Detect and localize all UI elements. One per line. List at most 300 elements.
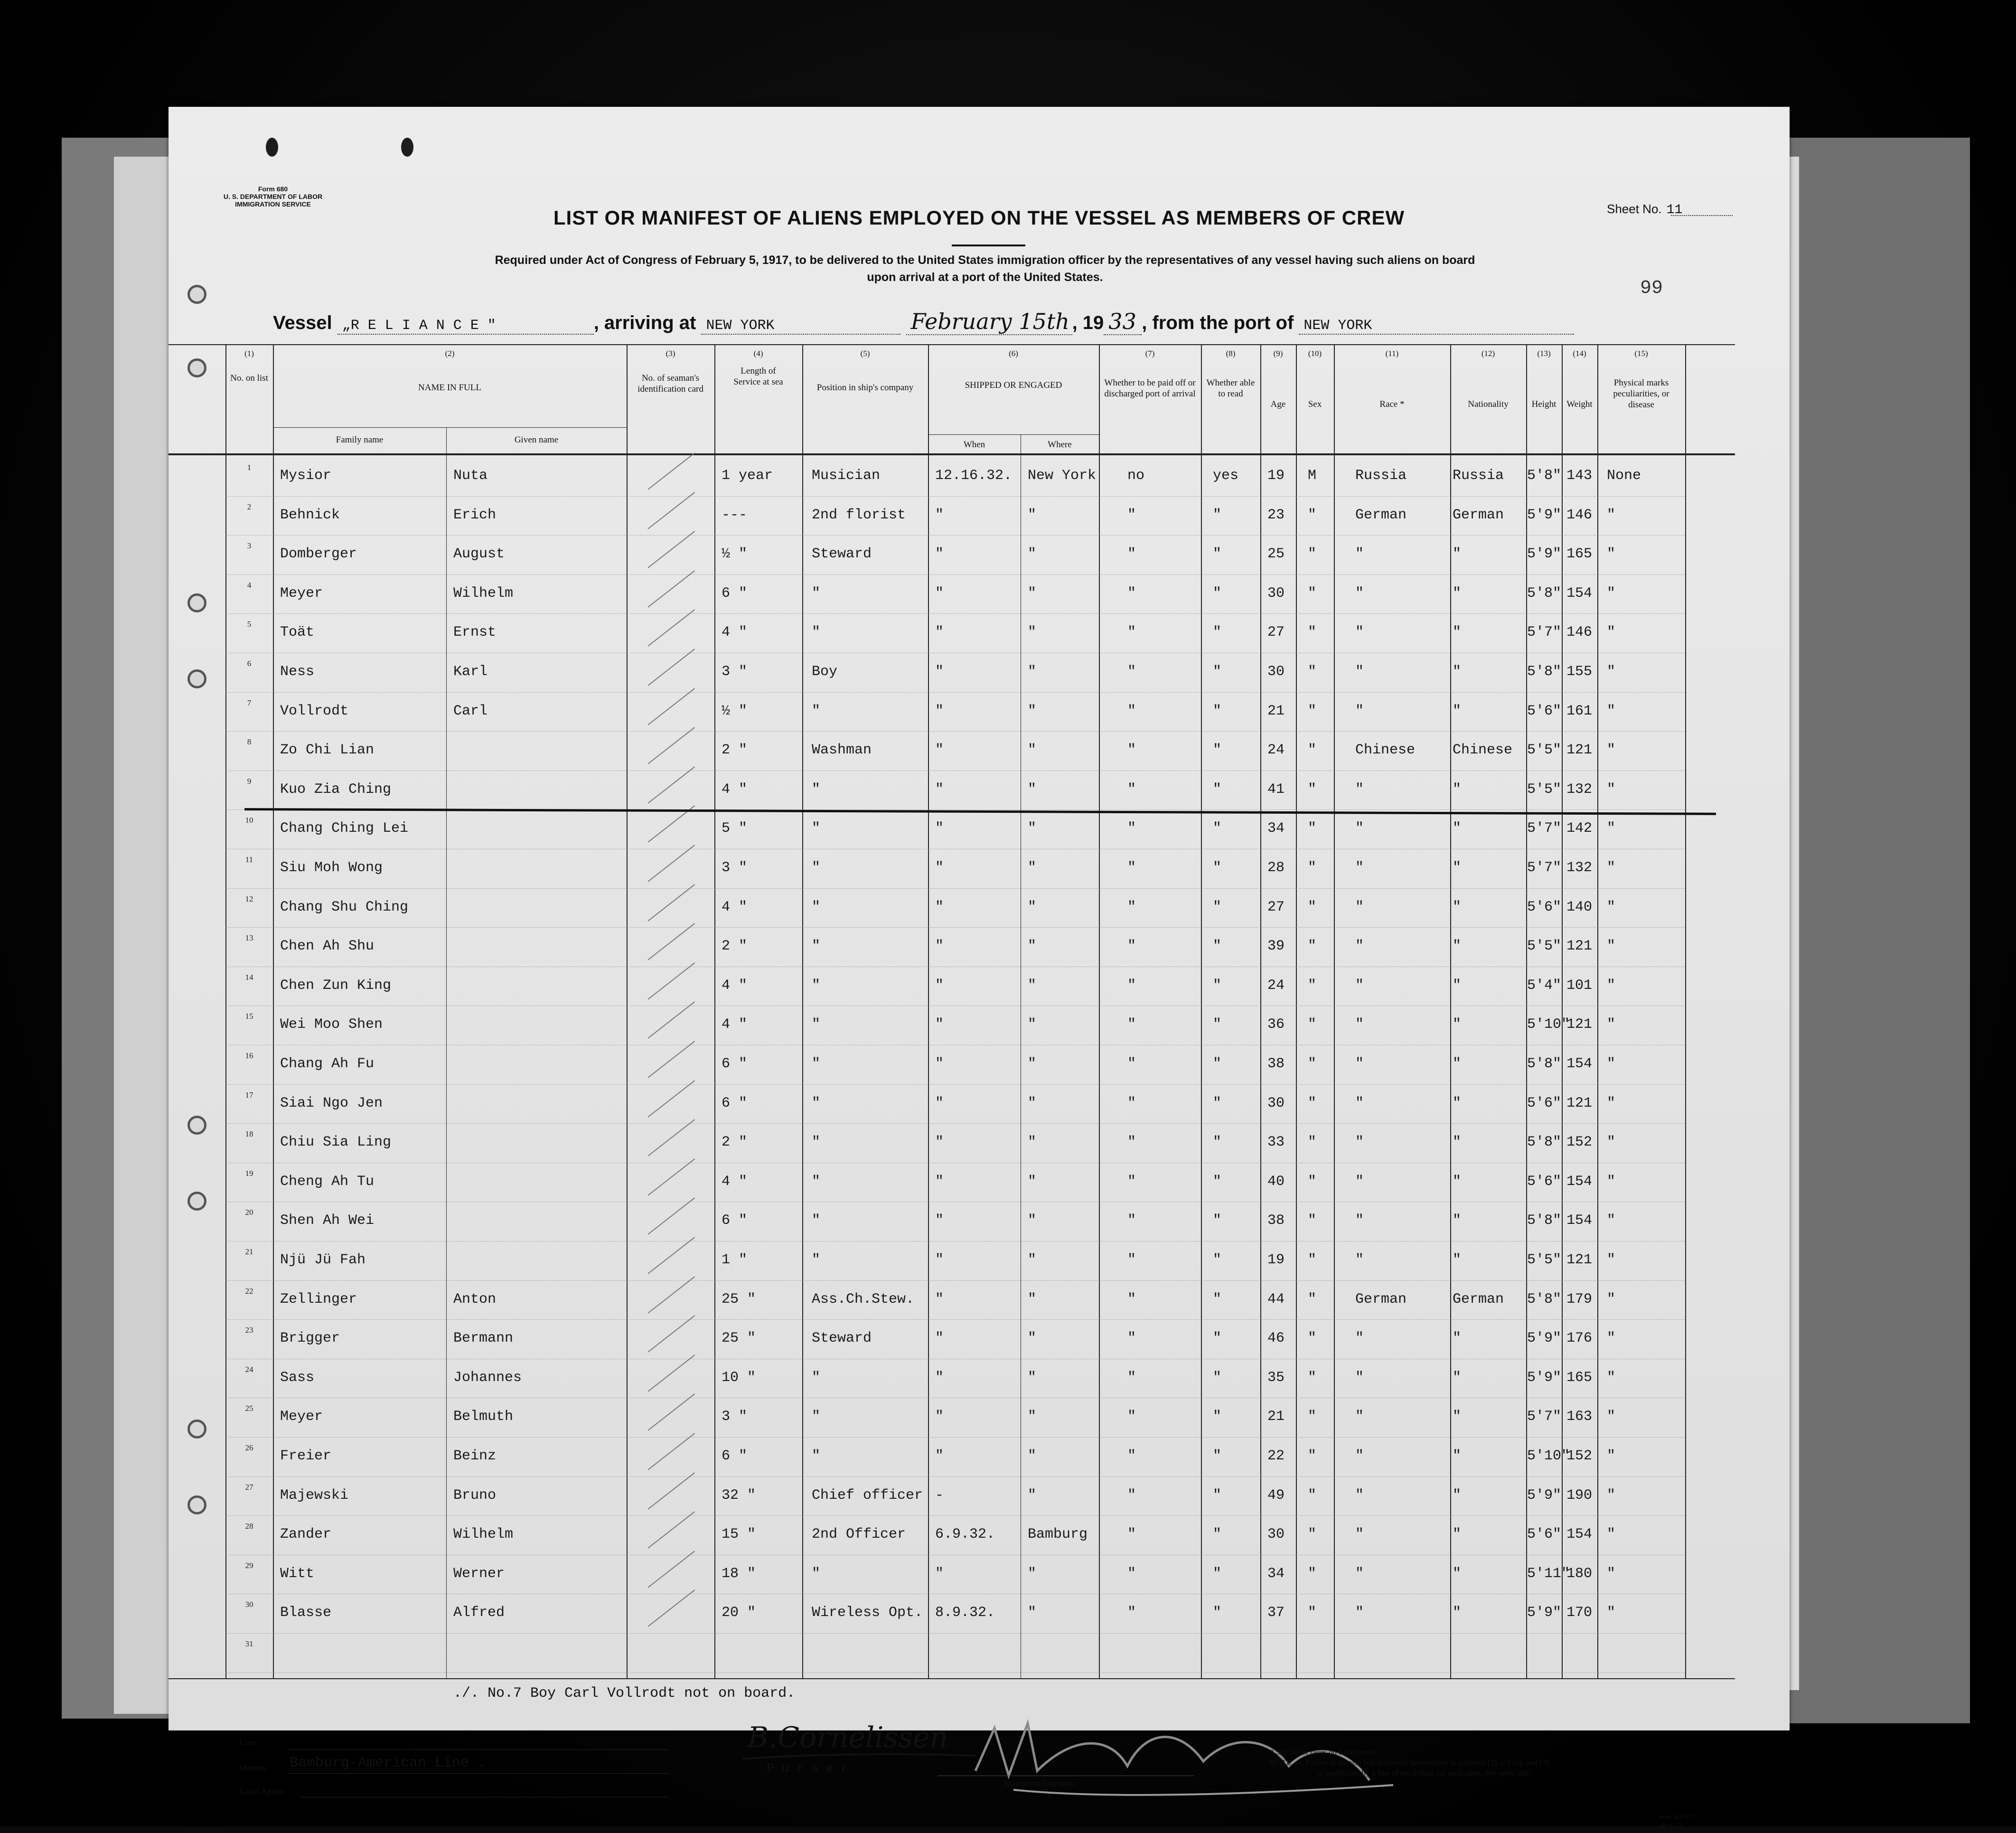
nationality: " (1453, 1565, 1462, 1582)
col-border (1562, 344, 1563, 1678)
col-13-number: (13) (1537, 349, 1551, 358)
col-border (273, 344, 274, 1678)
col-border (1099, 344, 1100, 1678)
id-card-check-mark (647, 923, 695, 960)
sex: " (1308, 1173, 1317, 1190)
position: Boy (812, 664, 838, 680)
paid-off: " (1127, 1526, 1136, 1543)
punch-hole (266, 138, 278, 157)
row-number: 31 (245, 1639, 253, 1648)
race: " (1355, 1016, 1364, 1033)
family-name: Chiu Sia Ling (280, 1134, 392, 1151)
age: 36 (1267, 1016, 1285, 1033)
height: 5'7" (1527, 860, 1562, 876)
able-to-read: " (1213, 703, 1222, 719)
age: 34 (1267, 820, 1285, 837)
weight: 176 (1566, 1330, 1593, 1347)
able-to-read: " (1213, 1134, 1222, 1151)
family-name: Behnick (280, 507, 340, 523)
age: 30 (1267, 1526, 1285, 1543)
paid-off: " (1127, 624, 1136, 641)
shipped-when: 12.16.32. (935, 468, 1013, 484)
age: 35 (1267, 1369, 1285, 1386)
sex: " (1308, 1056, 1317, 1072)
height: 5'9" (1527, 1487, 1562, 1504)
row-number: 25 (245, 1404, 253, 1413)
shipped-when: " (935, 1173, 944, 1190)
form-number: Form 680 (258, 185, 288, 193)
family-name: Chen Ah Shu (280, 938, 375, 955)
paid-off: " (1127, 1330, 1136, 1347)
sex: " (1308, 546, 1317, 563)
length-of-service: 1 year (722, 468, 773, 484)
shipped-when: " (935, 1448, 944, 1464)
paid-off: " (1127, 1134, 1136, 1151)
position: Chief officer (812, 1487, 923, 1504)
able-to-read: " (1213, 1173, 1222, 1190)
given-name: Ernst (453, 624, 497, 641)
shipped-when: " (935, 1134, 944, 1151)
height: 5'9" (1527, 1369, 1562, 1386)
col-border (1201, 344, 1202, 1678)
nationality: " (1453, 624, 1462, 641)
sex: " (1308, 781, 1317, 798)
sex: " (1308, 860, 1317, 876)
height: 5'7" (1527, 820, 1562, 837)
family-name: Chang Ah Fu (280, 1056, 375, 1072)
weight: 140 (1566, 899, 1593, 915)
physical-marks: " (1607, 938, 1616, 955)
manifest-table (169, 344, 1790, 1678)
shipped-when: " (935, 507, 944, 523)
given-name: Johannes (453, 1369, 522, 1386)
family-name: Majewski (280, 1487, 349, 1504)
printer-mark: H8 kak 31 1d (188, 1825, 224, 1833)
nationality: " (1453, 664, 1462, 680)
sex: " (1308, 742, 1317, 759)
paid-off: " (1127, 546, 1136, 563)
family-name: Meyer (280, 585, 323, 602)
height: 5'4" (1527, 977, 1562, 994)
family-name: Kuo Zia Ching (280, 781, 392, 798)
year-prefix: , 19 (1072, 312, 1104, 333)
race: " (1355, 1056, 1364, 1072)
race: " (1355, 1330, 1364, 1347)
able-to-read: " (1213, 1605, 1222, 1621)
given-name: Karl (453, 664, 488, 680)
shipped-when: " (935, 1409, 944, 1425)
col-4-header: Length of Service at sea (733, 366, 783, 387)
age: 21 (1267, 703, 1285, 719)
col-6a-header: When (963, 440, 985, 450)
physical-marks: " (1607, 1448, 1616, 1464)
line-underline (290, 1749, 669, 1750)
physical-marks: " (1607, 1565, 1616, 1582)
height: 5'10" (1527, 1016, 1570, 1033)
id-card-check-mark (647, 531, 695, 568)
physical-marks: " (1607, 1134, 1616, 1151)
row-divider (225, 1633, 1685, 1634)
footnote-fine: is punishable by a fine of ten dollars for each alien. See other side. (1317, 1768, 1532, 1777)
shipped-when: " (935, 742, 944, 759)
col-12-header: Nationality (1468, 399, 1509, 409)
sex: " (1308, 664, 1317, 680)
weight: 121 (1566, 1252, 1593, 1268)
race: " (1355, 703, 1364, 719)
able-to-read: " (1213, 1369, 1222, 1386)
family-name: Zellinger (280, 1291, 357, 1307)
col-9-header: Age (1270, 399, 1286, 409)
vessel-label: Vessel (273, 312, 332, 333)
col-10-number: (10) (1308, 349, 1322, 358)
age: 33 (1267, 1134, 1285, 1151)
row-number: 3 (247, 541, 252, 551)
col-13-header: Height (1531, 399, 1557, 409)
length-of-service: 6 " (722, 1056, 748, 1072)
shipped-where: " (1028, 1173, 1037, 1190)
height: 5'8" (1527, 585, 1562, 602)
able-to-read: " (1213, 546, 1222, 563)
height: 5'8" (1527, 664, 1562, 680)
length-of-service: 4 " (722, 781, 748, 798)
vessel-name: „R E L I A N C E " (338, 318, 594, 335)
id-card-check-mark (647, 1119, 695, 1156)
row-number: 10 (245, 816, 253, 825)
paid-off: " (1127, 1213, 1136, 1229)
nationality: " (1453, 703, 1462, 719)
col-border (928, 344, 929, 1678)
height: 5'5" (1527, 742, 1562, 759)
length-of-service: 32 " (722, 1487, 756, 1504)
able-to-read: " (1213, 507, 1222, 523)
physical-marks: " (1607, 507, 1616, 523)
department-name: U. S. DEPARTMENT OF LABOR (223, 193, 323, 200)
able-to-read: " (1213, 820, 1222, 837)
page-subtitle (368, 252, 1602, 286)
col-3-number: (3) (666, 349, 675, 358)
col-border (627, 344, 628, 1678)
nationality: " (1453, 1095, 1462, 1111)
shipped-where: " (1028, 1448, 1037, 1464)
row-divider (225, 1476, 1685, 1477)
height: 5'6" (1527, 1095, 1562, 1111)
row-divider (225, 1515, 1685, 1516)
row-divider (225, 574, 1685, 575)
race: " (1355, 1409, 1364, 1425)
id-card-check-mark (647, 727, 695, 764)
age: 34 (1267, 1565, 1285, 1582)
position: " (812, 899, 821, 915)
shipped-where: " (1028, 1095, 1037, 1111)
physical-marks: " (1607, 860, 1616, 876)
physical-marks: " (1607, 977, 1616, 994)
able-to-read: " (1213, 1291, 1222, 1307)
weight: 132 (1566, 860, 1593, 876)
sex: " (1308, 1016, 1317, 1033)
able-to-read: " (1213, 742, 1222, 759)
weight: 101 (1566, 977, 1593, 994)
age: 38 (1267, 1213, 1285, 1229)
able-to-read: " (1213, 1095, 1222, 1111)
col-2-header: NAME IN FULL (418, 383, 481, 393)
position: " (812, 1095, 821, 1111)
sex: " (1308, 1409, 1317, 1425)
physical-marks: " (1607, 1369, 1616, 1386)
col-3-header: No. of seaman's identification card (638, 373, 703, 394)
col-6b-header: Where (1048, 440, 1072, 450)
paid-off: " (1127, 1605, 1136, 1621)
weight: 180 (1566, 1565, 1593, 1582)
owners-underline (290, 1773, 669, 1774)
position: " (812, 1056, 821, 1072)
able-to-read: " (1213, 585, 1222, 602)
race: " (1355, 1369, 1364, 1386)
shipped-where: " (1028, 742, 1037, 759)
id-card-check-mark (647, 570, 695, 608)
col-5-number: (5) (860, 349, 870, 358)
shipped-when: " (935, 1565, 944, 1582)
col-2-number: (2) (445, 349, 455, 358)
race: " (1355, 1448, 1364, 1464)
purser-title: P u r s e r (767, 1761, 848, 1776)
height: 5'8" (1527, 1056, 1562, 1072)
punch-hole (401, 138, 413, 157)
id-card-check-mark (647, 1080, 695, 1118)
id-card-check-mark (647, 1394, 695, 1431)
physical-marks: " (1607, 1487, 1616, 1504)
shipped-when: - (935, 1487, 944, 1504)
family-name: Freier (280, 1448, 332, 1464)
family-name: Zo Chi Lian (280, 742, 375, 759)
col-border (1334, 344, 1335, 1678)
col-border (446, 427, 447, 1678)
height: 5'11" (1527, 1565, 1570, 1582)
length-of-service: 18 " (722, 1565, 756, 1582)
age: 30 (1267, 1095, 1285, 1111)
nationality: " (1453, 585, 1462, 602)
shipped-when: " (935, 1095, 944, 1111)
physical-marks: " (1607, 624, 1616, 641)
shipped-when: " (935, 899, 944, 915)
row-number: 13 (245, 933, 253, 943)
age: 24 (1267, 977, 1285, 994)
col-11-number: (11) (1385, 349, 1399, 358)
sex: " (1308, 585, 1317, 602)
family-name: Njü Jü Fah (280, 1252, 366, 1268)
paid-off: " (1127, 703, 1136, 719)
race: " (1355, 781, 1364, 798)
from-label: , from the port of (1142, 312, 1294, 333)
length-of-service: 6 " (722, 585, 748, 602)
row-number: 20 (245, 1208, 253, 1217)
shipped-where: " (1028, 938, 1037, 955)
id-card-check-mark (647, 492, 695, 529)
physical-marks: " (1607, 1409, 1616, 1425)
ring-hole (188, 285, 206, 304)
col-border (225, 344, 226, 1678)
position: " (812, 585, 821, 602)
paid-off: " (1127, 1448, 1136, 1464)
shipped-where: " (1028, 624, 1037, 641)
row-number: 9 (247, 776, 252, 786)
shipped-subheader-rule (928, 434, 1099, 435)
paid-off: " (1127, 1056, 1136, 1072)
row-divider (225, 1280, 1685, 1281)
shipped-where: " (1028, 899, 1037, 915)
physical-marks: " (1607, 1291, 1616, 1307)
position: " (812, 1213, 821, 1229)
shipped-when: " (935, 664, 944, 680)
shipped-when: 6.9.32. (935, 1526, 995, 1543)
position: " (812, 703, 821, 719)
id-card-check-mark (647, 1158, 695, 1196)
paid-off: " (1127, 507, 1136, 523)
height: 5'8" (1527, 1291, 1562, 1307)
shipped-where: " (1028, 820, 1037, 837)
age: 41 (1267, 781, 1285, 798)
position: " (812, 938, 821, 955)
row-number: 8 (247, 737, 252, 747)
race: " (1355, 1173, 1364, 1190)
age: 19 (1267, 468, 1285, 484)
id-card-check-mark (647, 1433, 695, 1470)
age: 21 (1267, 1409, 1285, 1425)
shipped-where: " (1028, 1330, 1037, 1347)
weight: 146 (1566, 507, 1593, 523)
arriving-label: , arriving at (593, 312, 696, 333)
shipped-where: " (1028, 1213, 1037, 1229)
sex: " (1308, 1330, 1317, 1347)
length-of-service: 2 " (722, 1134, 748, 1151)
weight: 146 (1566, 624, 1593, 641)
able-to-read: " (1213, 1409, 1222, 1425)
row-number: 23 (245, 1325, 253, 1335)
nationality: " (1453, 1056, 1462, 1072)
manifest-page (169, 107, 1790, 1833)
shipped-where: " (1028, 1487, 1037, 1504)
form-identifier (202, 185, 344, 208)
paid-off: no (1127, 468, 1145, 484)
col-border (1450, 344, 1451, 1678)
length-of-service: 4 " (722, 977, 748, 994)
able-to-read: " (1213, 1487, 1222, 1504)
row-number: 5 (247, 620, 252, 629)
paid-off: " (1127, 742, 1136, 759)
col-15-number: (15) (1634, 349, 1648, 358)
height: 5'8" (1527, 1134, 1562, 1151)
reference-mark-2: alte F.53 (1659, 1822, 1682, 1829)
row-number: 15 (245, 1012, 253, 1021)
footnote-races: * See list of races on back hereof. (1270, 1748, 1379, 1757)
physical-marks: " (1607, 742, 1616, 759)
able-to-read: " (1213, 860, 1222, 876)
nationality: German (1453, 507, 1504, 523)
physical-marks: " (1607, 1173, 1616, 1190)
nationality: " (1453, 860, 1462, 876)
family-name: Toät (280, 624, 315, 641)
nationality: " (1453, 1448, 1462, 1464)
corner-number: 99 (1640, 278, 1663, 299)
shipped-where: New York (1028, 468, 1097, 484)
nationality: Russia (1453, 468, 1504, 484)
subtitle-line-1: Required under Act of Congress of February 5, 1917, to be delivered to the United States immigration officer by the representatives of any vessel having such aliens on board (495, 254, 1475, 267)
length-of-service: 25 " (722, 1291, 756, 1307)
family-name: Blasse (280, 1605, 332, 1621)
family-name: Domberger (280, 546, 357, 563)
weight: 142 (1566, 820, 1593, 837)
physical-marks: " (1607, 1526, 1616, 1543)
paid-off: " (1127, 938, 1136, 955)
given-name: Alfred (453, 1605, 505, 1621)
from-port: NEW YORK (1299, 318, 1574, 335)
row-number: 28 (245, 1522, 253, 1531)
age: 30 (1267, 585, 1285, 602)
physical-marks: " (1607, 1016, 1616, 1033)
col-border (1597, 344, 1598, 1678)
age: 22 (1267, 1448, 1285, 1464)
position: " (812, 1565, 821, 1582)
position: Wireless Opt. (812, 1605, 923, 1621)
shipped-when: " (935, 1016, 944, 1033)
col-7-number: (7) (1145, 349, 1155, 358)
nationality: " (1453, 1605, 1462, 1621)
weight: 163 (1566, 1409, 1593, 1425)
col-1-header: No. on list (230, 373, 268, 383)
given-name: Bruno (453, 1487, 497, 1504)
shipped-where: " (1028, 1016, 1037, 1033)
family-name: Chang Shu Ching (280, 899, 409, 915)
row-number: 30 (245, 1600, 253, 1609)
col-10-header: Sex (1308, 399, 1322, 409)
position: " (812, 1409, 821, 1425)
sex: " (1308, 1134, 1317, 1151)
row-number: 1 (247, 463, 252, 472)
purser-signature-text: B.Cornelissen (748, 1721, 948, 1754)
row-number: 19 (245, 1168, 253, 1178)
age: 44 (1267, 1291, 1285, 1307)
shipped-where: " (1028, 1056, 1037, 1072)
height: 5'9" (1527, 507, 1562, 523)
sex: " (1308, 938, 1317, 955)
able-to-read: " (1213, 781, 1222, 798)
sex: " (1308, 1252, 1317, 1268)
sheet-value: 11 (1666, 203, 1683, 217)
race: German (1355, 1291, 1407, 1307)
row-number: 21 (245, 1247, 253, 1256)
family-name: Siu Moh Wong (280, 860, 383, 876)
able-to-read: " (1213, 1252, 1222, 1268)
family-name: Vollrodt (280, 703, 349, 719)
length-of-service: --- (722, 507, 748, 523)
id-card-check-mark (647, 649, 695, 686)
age: 24 (1267, 742, 1285, 759)
inspector-label: Immigrant Inspector. (1004, 1778, 1076, 1787)
paid-off: " (1127, 1016, 1136, 1033)
paid-off: " (1127, 899, 1136, 915)
row-number: 26 (245, 1443, 253, 1452)
paid-off: " (1127, 664, 1136, 680)
shipped-where: " (1028, 1565, 1037, 1582)
position: " (812, 1134, 821, 1151)
row-divider (225, 1437, 1685, 1438)
sex: M (1308, 468, 1317, 484)
paid-off: " (1127, 781, 1136, 798)
shipped-when: " (935, 938, 944, 955)
weight: 179 (1566, 1291, 1593, 1307)
able-to-read: " (1213, 1526, 1222, 1543)
nationality: " (1453, 977, 1462, 994)
purser-signature-flourish (743, 1754, 975, 1759)
